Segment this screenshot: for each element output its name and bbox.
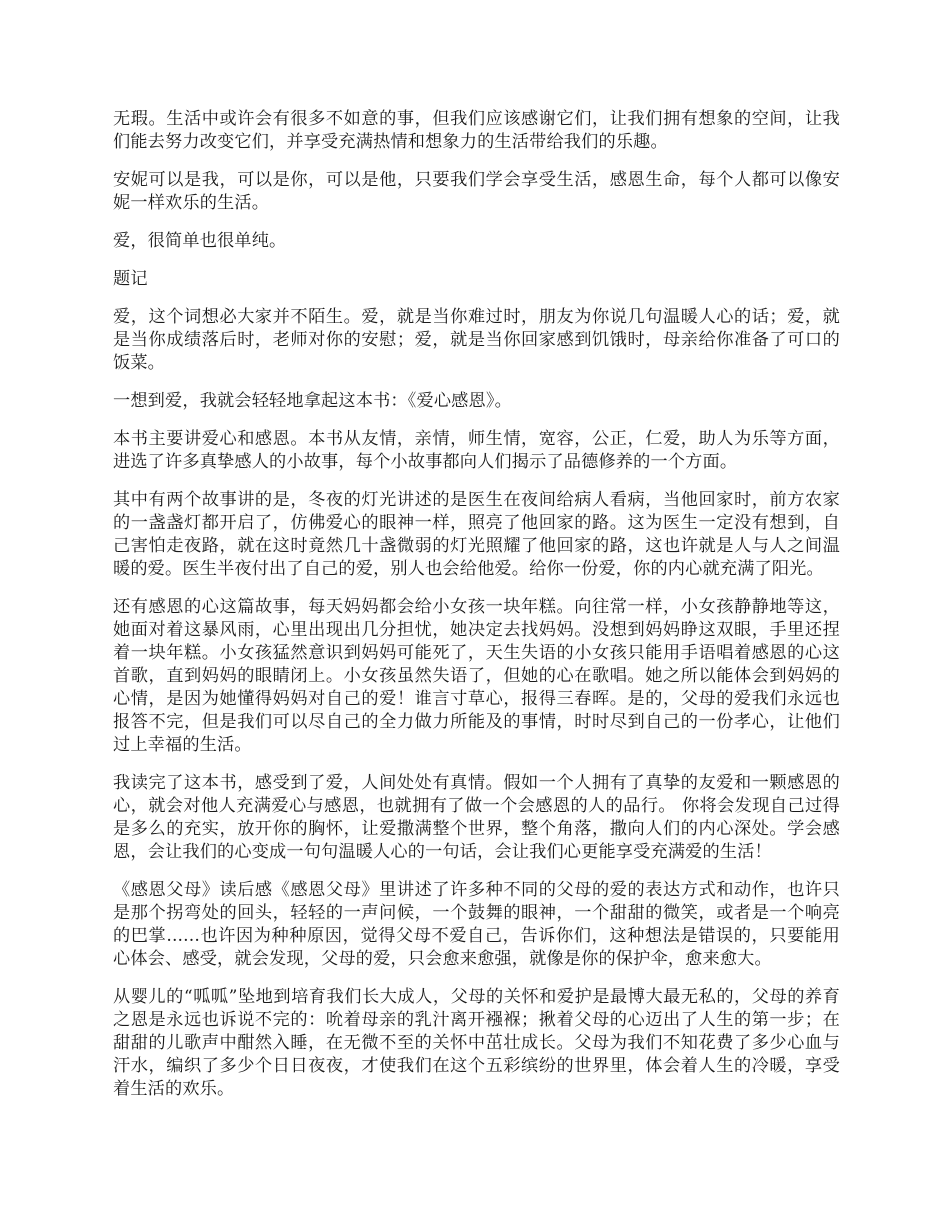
paragraph: 爱，很简单也很单纯。 bbox=[113, 231, 287, 251]
paragraph: 本书主要讲爱心和感恩。本书从友情，亲情，师生情，宽容，公正，仁爱，助人为乐等方面，进选了许多真挚感人的小故事，每个小故事都向人们揭示了品德修养的一个方面。 bbox=[113, 429, 840, 472]
paragraph: 从婴儿的“呱呱”坠地到培育我们长大成人，父母的关怀和爱护是最博大最无私的，父母的养育之恩是永远也诉说不完的：吮着母亲的乳汁离开襁褓；揪着父母的心迈出了人生的第一步；在甜甜的儿歌声中酣然入睡，在无微不至的关怀中茁壮成长。父母为我们不知花费了多少心血与汗水，编织了多少个日日夜夜，才使我们在这个五彩缤纷的世界里，体会着人生的冷暖，享受着生活的欢乐。 bbox=[113, 987, 840, 1099]
paragraph: 《感恩父母》读后感《感恩父母》里讲述了许多种不同的父母的爱的表达方式和动作，也许只是那个拐弯处的回头，轻轻的一声问候，一个鼓舞的眼神，一个甜甜的微笑，或者是一个响亮的巴掌......也许因为种种原因，觉得父母不爱自己，告诉你们，这种想法是错误的，只要能用心体会、感受，就会发现，父母的爱，只会愈来愈强，就像是你的保护伞，愈来愈大。 bbox=[113, 880, 840, 969]
document-body bbox=[113, 108, 840, 1116]
paragraph: 我读完了这本书，感受到了爱，人间处处有真情。假如一个人拥有了真挚的友爱和一颗感恩的心，就会对他人充满爱心与感恩，也就拥有了做一个会感恩的人的品行。 你将会发现自己过得是多么的充实，放开你的胸怀，让爱撒满整个世界，整个角落，撒向人们的内心深处。学会感恩，会让我们的心变成一句句温暖人心的一句话，会让我们心更能享受充满爱的生活！ bbox=[113, 773, 840, 862]
paragraph-heading: 题记 bbox=[113, 269, 148, 289]
paragraph: 其中有两个故事讲的是，冬夜的灯光讲述的是医生在夜间给病人看病，当他回家时，前方农家的一盏盏灯都开启了，仿佛爱心的眼神一样，照亮了他回家的路。这为医生一定没有想到，自己害怕走夜路，就在这时竟然几十盏微弱的灯光照耀了他回家的路，这也许就是人与人之间温暖的爱。医生半夜付出了自己的爱，别人也会给他爱。给你一份爱，你的内心就充满了阳光。 bbox=[113, 490, 840, 579]
paragraph: 安妮可以是我，可以是你，可以是他，只要我们学会享受生活，感恩生命，每个人都可以像安妮一样欢乐的生活。 bbox=[113, 170, 840, 213]
paragraph: 无瑕。生活中或许会有很多不如意的事，但我们应该感谢它们，让我们拥有想象的空间，让我们能去努力改变它们，并享受充满热情和想象力的生活带给我们的乐趣。 bbox=[113, 109, 840, 152]
paragraph: 爱，这个词想必大家并不陌生。爱，就是当你难过时，朋友为你说几句温暖人心的话；爱，就是当你成绩落后时，老师对你的安慰；爱，就是当你回家感到饥饿时，母亲给你准备了可口的饭菜。 bbox=[113, 307, 840, 373]
paragraph: 一想到爱，我就会轻轻地拿起这本书：《爱心感恩》。 bbox=[113, 391, 512, 411]
paragraph: 还有感恩的心这篇故事，每天妈妈都会给小女孩一块年糕。向往常一样，小女孩静静地等这，她面对着这暴风雨，心里出现出几分担忧，她决定去找妈妈。没想到妈妈睁这双眼，手里还捏着一块年糕。小女孩猛然意识到妈妈可能死了，天生失语的小女孩只能用手语唱着感恩的心这首歌，直到妈妈的眼睛闭上。小女孩虽然失语了，但她的心在歌唱。她之所以能体会到妈妈的心情，是因为她懂得妈妈对自己的爱！谁言寸草心，报得三春晖。是的，父母的爱我们永远也报答不完，但是我们可以尽自己的全力做力所能及的事情，时时尽到自己的一份孝心，让他们过上幸福的生活。 bbox=[113, 597, 840, 755]
